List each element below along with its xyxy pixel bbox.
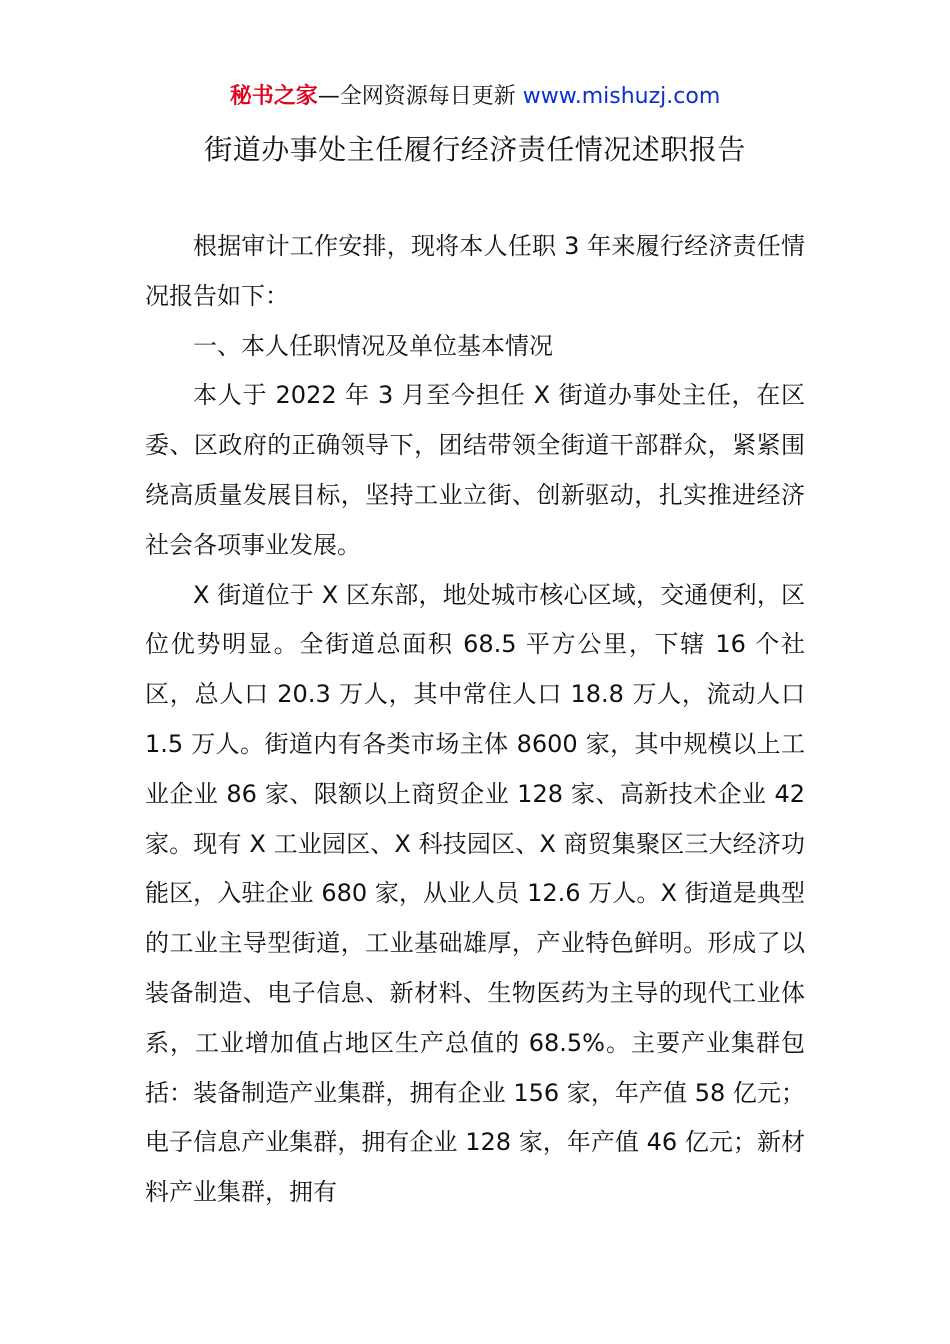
- site-header: [0, 82, 950, 112]
- paragraph: X 街道位于 X 区东部，地处城市核心区域，交通便利，区位优势明显。全街道总面积 68.5 平方公里，下辖 16 个社区，总人口 20.3 万人，其中常住人口 18.8 万人，流动人口 1.5 万人。街道内有各类市场主体 8600 家，其中规模以上工业企业 86 家、限额以上商贸企业 128 家、高新技术企业 42 家。现有 X 工业园区、X 科技园区、X 商贸集聚区三大经济功能区，入驻企业 680 家，从业人员 12.6 万人。X 街道是典型的工业主导型街道，工业基础雄厚，产业特色鲜明。形成了以装备制造、电子信息、新材料、生物医药为主导的现代工业体系，工业增加值占地区生产总值的 68.5%。主要产业集群包括：装备制造产业集群，拥有企业 156 家，年产值 58 亿元；电子信息产业集群，拥有企业 128 家，年产值 46 亿元；新材料产业集群，拥有: [145, 580, 805, 1207]
- document-body: [145, 222, 805, 1218]
- site-brand: 秘书之家: [229, 84, 318, 109]
- document-title: 街道办事处主任履行经济责任情况述职报告: [204, 133, 746, 166]
- paragraph: 根据审计工作安排，现将本人任职 3 年来履行经济责任情况报告如下：: [145, 232, 805, 310]
- site-url[interactable]: www.mishuzj.com: [522, 84, 721, 109]
- site-tagline: —全网资源每日更新: [317, 84, 523, 109]
- section-heading: 一、本人任职情况及单位基本情况: [193, 331, 553, 360]
- paragraph: 本人于 2022 年 3 月至今担任 X 街道办事处主任，在区委、区政府的正确领导下，团结带领全街道干部群众，紧紧围绕高质量发展目标，坚持工业立街、创新驱动，扎实推进经济社会各项事业发展。: [145, 381, 805, 559]
